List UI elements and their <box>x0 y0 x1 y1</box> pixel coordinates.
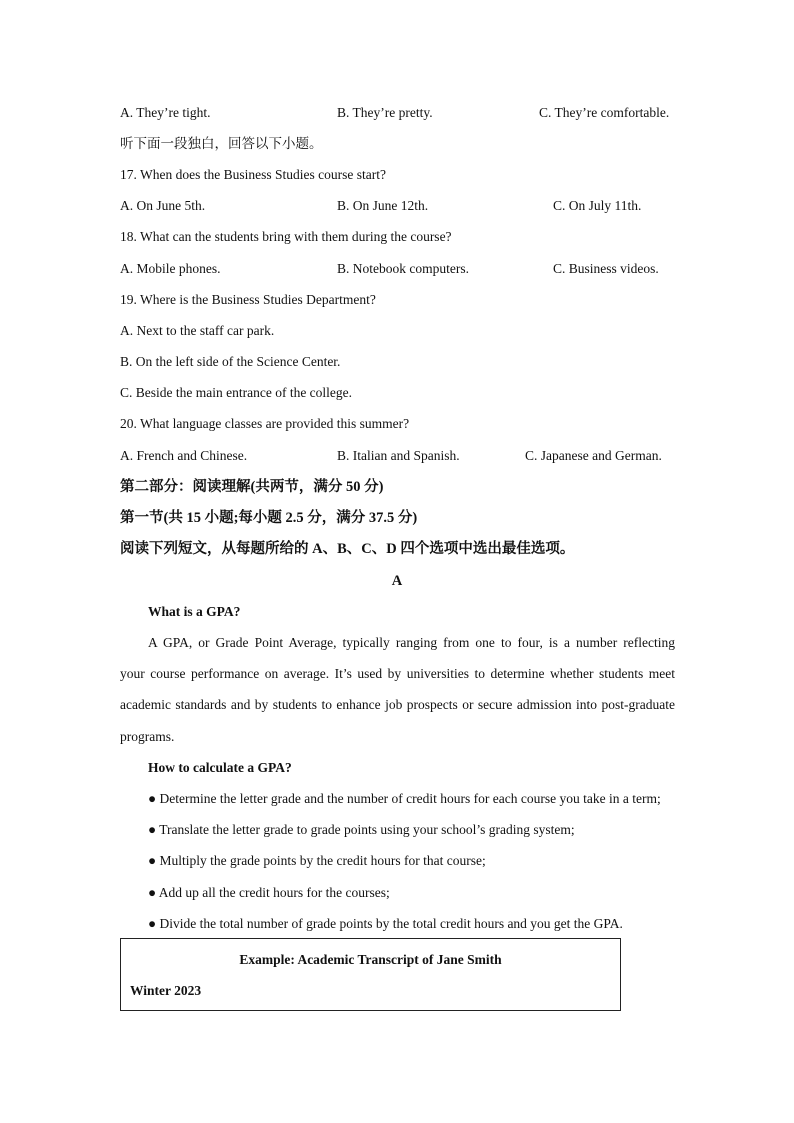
example-transcript-box <box>120 938 621 1011</box>
q17-option-c: C. On July 11th. <box>553 198 642 213</box>
q19-option-a: A. Next to the staff car park. <box>120 323 275 338</box>
passage-paragraph-line: your course performance on average. It’s used by universities to determine whether students meet <box>120 666 675 681</box>
passage-paragraph-line: A GPA, or Grade Point Average, typically ranging from one to four, is a number reflecting <box>148 635 675 650</box>
q17-option-b: B. On June 12th. <box>337 198 429 213</box>
part2-heading: 第二部分：阅读理解(共两节，满分 50 分) <box>120 479 384 495</box>
q20-question: 20. What language classes are provided this summer? <box>120 416 410 431</box>
q20-option-a: A. French and Chinese. <box>120 448 248 463</box>
q18-option-b: B. Notebook computers. <box>337 261 469 276</box>
passage-paragraph-line: academic standards and by students to enhance job prospects or secure admission into post-graduate <box>120 697 675 712</box>
bullet-item: ● Multiply the grade points by the credit hours for that course; <box>148 853 486 868</box>
section1-heading: 第一节(共 15 小题;每小题 2.5 分，满分 37.5 分) <box>120 510 418 526</box>
q18-option-c: C. Business videos. <box>553 261 659 276</box>
passage-heading-how-to-calculate: How to calculate a GPA? <box>148 760 292 775</box>
example-box-title: Example: Academic Transcript of Jane Smith <box>239 952 502 967</box>
example-box-term: Winter 2023 <box>130 983 202 998</box>
passage-heading-what-is-gpa: What is a GPA? <box>148 604 241 619</box>
reading-instruction: 阅读下列短文，从每题所给的 A、B、C、D 四个选项中选出最佳选项。 <box>120 541 575 557</box>
q20-option-c: C. Japanese and German. <box>525 448 662 463</box>
q16-option-b: B. They’re pretty. <box>337 105 433 120</box>
bullet-item: ● Translate the letter grade to grade points using your school’s grading system; <box>148 822 575 837</box>
q18-option-a: A. Mobile phones. <box>120 261 221 276</box>
q18-question: 18. What can the students bring with them during the course? <box>120 229 452 244</box>
bullet-item: ● Add up all the credit hours for the courses; <box>148 885 390 900</box>
q16-option-a: A. They’re tight. <box>120 105 211 120</box>
passage-paragraph-line: programs. <box>120 729 175 744</box>
bullet-item: ● Determine the letter grade and the number of credit hours for each course you take in a term; <box>148 791 661 806</box>
q16-option-c: C. They’re comfortable. <box>539 105 670 120</box>
q17-option-a: A. On June 5th. <box>120 198 206 213</box>
q19-option-c: C. Beside the main entrance of the college. <box>120 385 353 400</box>
q17-question: 17. When does the Business Studies course start? <box>120 167 386 182</box>
q20-option-b: B. Italian and Spanish. <box>337 448 460 463</box>
bullet-item: ● Divide the total number of grade points by the total credit hours and you get the GPA. <box>148 916 623 931</box>
q19-question: 19. Where is the Business Studies Department? <box>120 292 376 307</box>
monologue-instruction: 听下面一段独白，回答以下小题。 <box>120 136 323 151</box>
passage-letter: A <box>391 573 403 589</box>
q19-option-b: B. On the left side of the Science Center. <box>120 354 341 369</box>
